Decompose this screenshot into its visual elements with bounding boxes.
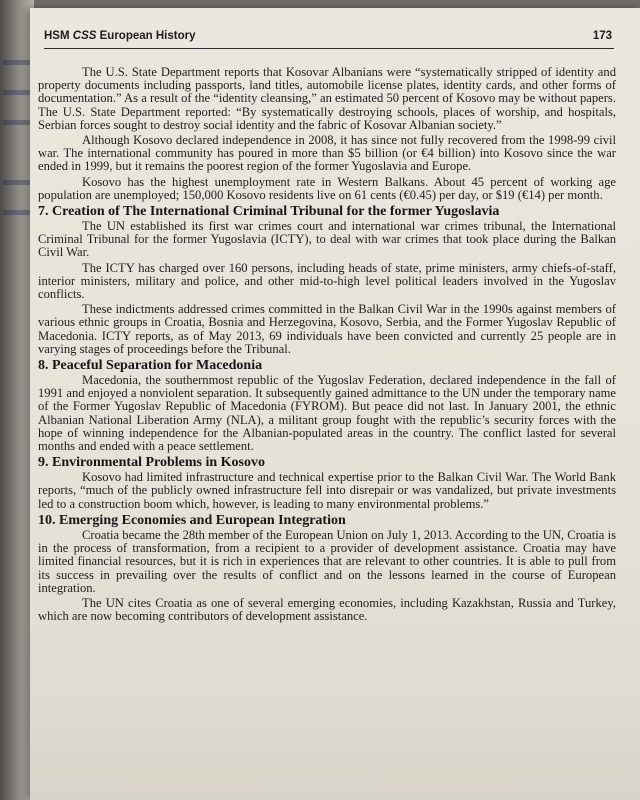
page-number: 173 xyxy=(592,30,612,42)
paragraph-identity-cleansing: The U.S. State Department reports that Kosovar Albanians were “systematically stripped of identity and property documents including passports, land titles, automobile license plates, identity cards, and other forms of documentation.” As a result of the “identity cleansing,” an estimated 50 percent of Kosovo may be without papers. The U.S. State Department reported: “By systematically destroying schools, places of worship, and hospitals, Serbian forces sought to destroy social identity and the fabric of Kosovar Albanian society.” xyxy=(38,65,616,132)
paragraph-unemployment: Kosovo has the highest unemployment rate in Western Balkans. About 45 percent of working age population are unemployed; 150,000 Kosovo residents live on 61 cents (€0.45) per day, or $19 (€14) per month. xyxy=(38,174,616,202)
page-body xyxy=(38,66,616,625)
running-head-suffix: European History xyxy=(99,30,196,42)
paragraph-croatia-eu: Croatia became the 28th member of the European Union on July 1, 2013. According to the UN, Croatia is in the process of transformation, from a recipient to a provider of development assistance. Croatia may have limited financial resources, but it is rich in experiences that are relevant to other countries. It is able to pull from its success in prevailing over the results of conflict and on the lessons learned in the course of European integration. xyxy=(38,527,616,595)
paragraph-macedonia: Macedonia, the southernmost republic of the Yugoslav Federation, declared independence in the fall of 1991 and enjoyed a nonviolent separation. It subsequently gained admittance to the UN under the temporary name of the Former Yugoslav Republic of Macedonia (FYROM). But peace did not last. In January 2001, the ethnic Albanian National Liberation Army (NLA), a militant group fought with the republic’s security forces with the hope of winning independence for the Albanian-populated areas in the country. The conflict lasted for several months and ended with a peace settlement. xyxy=(38,373,616,454)
paragraph-environment: Kosovo had limited infrastructure and technical expertise prior to the Balkan Civil War. The World Bank reports, “much of the publicly owned infrastructure fell into disrepair or was vandalized, but private investments led to a construction boom which, however, is leading to many environmental problems.” xyxy=(38,470,616,511)
section-heading-icty: 7. Creation of The International Criminal Tribunal for the former Yugoslavia xyxy=(38,204,500,220)
page-header xyxy=(44,28,614,49)
book-page xyxy=(30,8,640,800)
running-head xyxy=(44,30,195,42)
paragraph-icty-indictments: These indictments addressed crimes committed in the Balkan Civil War in the 1990s against members of various ethnic groups in Croatia, Bosnia and Herzegovina, Kosovo, Serbia, and the Former Yugoslav Republic of Macedonia. ICTY reports, as of May 2013, 69 individuals have been convicted and currently 25 people are in varying stages of proceedings before the Tribunal. xyxy=(38,302,616,356)
paragraph-emerging-economies: The UN cites Croatia as one of several emerging economies, including Kazakhstan, Russia and Turkey, which are now becoming contributors of development assistance. xyxy=(38,595,616,624)
running-head-prefix: HSM xyxy=(44,30,70,42)
section-heading-economies: 10. Emerging Economies and European Integration xyxy=(38,512,346,528)
adjacent-page-edge xyxy=(0,0,34,800)
page-shadow xyxy=(30,700,640,800)
section-heading-macedonia: 8. Peaceful Separation for Macedonia xyxy=(38,358,263,374)
paragraph-icty-charges: The ICTY has charged over 160 persons, including heads of state, prime ministers, army chiefs-of-staff, interior ministers, military and police, and other mid-to-high level political leaders involved in the Yugoslav conflicts. xyxy=(38,260,616,302)
paragraph-icty-established: The UN established its first war crimes court and international war crimes tribunal, the International Criminal Tribunal for the former Yugoslavia (ICTY), to deal with war crimes that took place during the Balkan Civil War. xyxy=(38,219,616,260)
section-heading-environment: 9. Environmental Problems in Kosovo xyxy=(38,455,266,471)
running-head-italic: CSS xyxy=(72,30,97,42)
paragraph-kosovo-independence: Although Kosovo declared independence in 2008, it has since not fully recovered from the 1998-99 civil war. The international community has poured in more than $5 billion (or €4 billion) into Kosovo since the war ended in 1999, but it remains the poorest region of the former Yugoslavia and Europe. xyxy=(38,133,616,174)
